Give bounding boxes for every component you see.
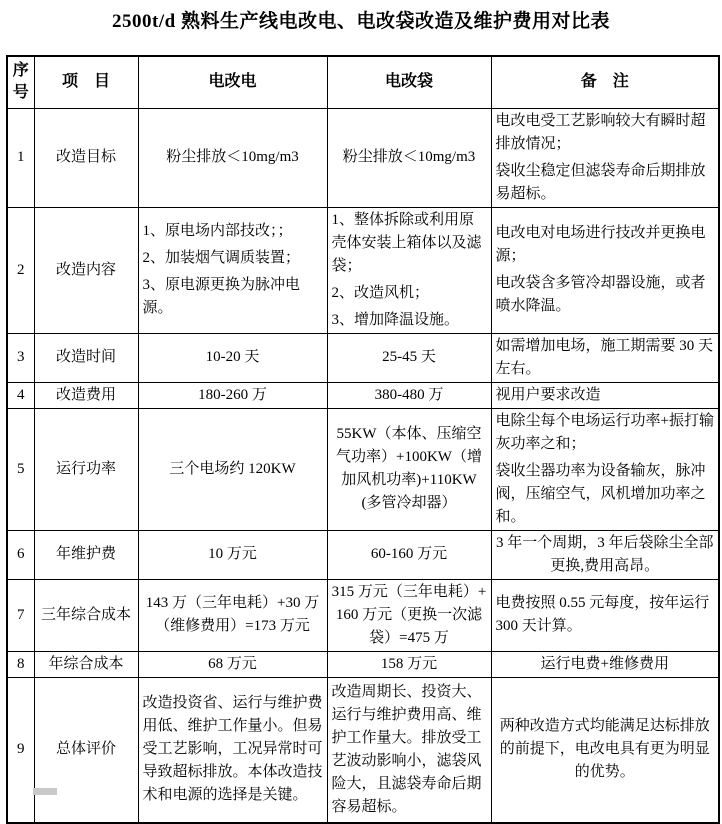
cell-electric-to-electric: [138, 677, 327, 823]
paragraph: 改造投资省、运行与维护费用低、维护工作量小。但易受工艺影响，工况异常时可导致超标排放。本体改造技术和电源的选择是关键。: [142, 695, 323, 804]
cell-row-number: 3: [7, 333, 34, 382]
paragraph: 380-480 万: [374, 386, 444, 403]
comparison-table: [6, 55, 720, 824]
cell-remark: [491, 579, 719, 651]
paragraph: 10-20 天: [205, 349, 260, 365]
paragraph: 180-260 万: [198, 386, 267, 403]
col-header-no: 序号: [7, 56, 34, 108]
paragraph: 25-45 天: [382, 349, 436, 365]
cell-row-number: 1: [7, 108, 34, 207]
paragraph: 2、改造风机；: [331, 284, 430, 301]
col-header-e2b: 电改袋: [327, 56, 491, 108]
cell-row-number: 6: [7, 530, 34, 579]
paragraph: 68 万元: [208, 655, 257, 672]
cell-electric-to-electric: [138, 207, 327, 333]
cell-row-number: 5: [7, 408, 34, 530]
paragraph: 2、加装烟气调质装置；: [142, 250, 301, 266]
cell-item: 年综合成本: [34, 651, 138, 677]
paragraph: 袋收尘稳定但滤袋寿命后期排放易超标。: [495, 162, 706, 202]
cell-remark: [491, 207, 719, 333]
paragraph: 视用户要求改造: [495, 386, 601, 403]
paragraph: 两种改造方式均能满足达标排放的前提下，电改电具有更为明显的优势。: [499, 718, 710, 781]
table-row: [7, 651, 719, 677]
bottom-left-gray-artifact: [33, 788, 57, 795]
cell-item: 改造目标: [34, 108, 138, 207]
paragraph: 1、整体拆除或利用原壳体安装上箱体以及滤袋；: [331, 211, 482, 274]
cell-electric-to-electric: [138, 333, 327, 382]
cell-electric-to-electric: [138, 579, 327, 651]
cell-electric-to-bag: [327, 408, 491, 530]
paragraph: 158 万元: [380, 655, 438, 672]
cell-electric-to-bag: [327, 382, 491, 408]
paragraph: 三个电场约 120KW: [169, 460, 296, 477]
cell-remark: [491, 333, 719, 382]
cell-row-number: 9: [7, 677, 34, 823]
paragraph: 315 万元（三年电耗）+160 万元（更换一次滤袋）=475 万: [331, 583, 487, 646]
paragraph: 运行电费+维修费用: [540, 655, 669, 672]
cell-remark: [491, 677, 719, 823]
paragraph: 电费按照 0.55 元每度，按年运行 300 天计算。: [495, 595, 710, 634]
paragraph: 电除尘每个电场运行功率+振打输灰功率之和；: [495, 412, 714, 452]
cell-row-number: 2: [7, 207, 34, 333]
paragraph: 改造周期长、投资大、运行与维护费用高、维护工作量大。排放受工艺波动影响小，滤袋风险大，且滤袋寿命后期容易超标。: [331, 683, 482, 815]
cell-item: 改造费用: [34, 382, 138, 408]
paragraph: 电改袋含多管冷却器设施，或者喷水降温。: [495, 275, 706, 314]
cell-row-number: 7: [7, 579, 34, 651]
paragraph: 60-160 万元: [370, 546, 448, 562]
paragraph: 1、原电场内部技改；；: [142, 223, 293, 239]
paragraph: 电改电对电场进行技改并更换电源；: [495, 225, 706, 264]
cell-electric-to-bag: [327, 651, 491, 677]
table-row: [7, 207, 719, 333]
cell-electric-to-bag: [327, 677, 491, 823]
paragraph: 粉尘排放＜10mg/m3: [342, 149, 476, 165]
paragraph: 3 年一个周期，3 年后袋除尘全部更换,费用高昂。: [495, 534, 714, 574]
paragraph: 3、原电源更换为脉冲电源。: [142, 277, 301, 316]
table-row: [7, 382, 719, 408]
cell-electric-to-bag: [327, 333, 491, 382]
table-row: [7, 579, 719, 651]
cell-item: 三年综合成本: [34, 579, 138, 651]
paragraph: 55KW（本体、压缩空气功率）+100KW（增加风机功率)+110KW(多管冷却器）: [336, 426, 482, 511]
cell-electric-to-electric: [138, 108, 327, 207]
col-header-remark: 备 注: [491, 56, 719, 108]
cell-remark: [491, 408, 719, 530]
cell-remark: [491, 651, 719, 677]
table-header-row: [7, 56, 719, 108]
cell-item: 改造内容: [34, 207, 138, 333]
cell-item: 运行功率: [34, 408, 138, 530]
cell-electric-to-electric: [138, 382, 327, 408]
col-header-e2e: 电改电: [138, 56, 327, 108]
page-title: 2500t/d 熟料生产线电改电、电改袋改造及维护费用对比表: [112, 11, 610, 32]
cell-electric-to-bag: [327, 108, 491, 207]
cell-row-number: 8: [7, 651, 34, 677]
paragraph: 袋收尘器功率为设备输灰，脉冲阀，压缩空气，风机增加功率之和。: [495, 462, 706, 525]
cell-electric-to-bag: [327, 579, 491, 651]
cell-item: 改造时间: [34, 333, 138, 382]
cell-electric-to-electric: [138, 408, 327, 530]
cell-row-number: 4: [7, 382, 34, 408]
cell-electric-to-electric: [138, 651, 327, 677]
cell-electric-to-bag: [327, 530, 491, 579]
paragraph: 143 万（三年电耗）+30 万（维修费用）=173 万元: [145, 595, 320, 634]
paragraph: 10 万元: [208, 546, 257, 562]
cell-electric-to-electric: [138, 530, 327, 579]
table-row: [7, 677, 719, 823]
table-row: [7, 108, 719, 207]
table-row: [7, 530, 719, 579]
paragraph: 如需增加电场，施工期需要 30 天左右。: [495, 337, 714, 377]
cell-remark: [491, 382, 719, 408]
paragraph: 电改电受工艺影响较大有瞬时超排放情况；: [495, 112, 706, 152]
table-row: [7, 408, 719, 530]
cell-remark: [491, 530, 719, 579]
paragraph: 粉尘排放＜10mg/m3: [166, 149, 299, 165]
col-header-item: 项 目: [34, 56, 138, 108]
cell-electric-to-bag: [327, 207, 491, 333]
cell-item: 年维护费: [34, 530, 138, 579]
paragraph: 3、增加降温设施。: [331, 311, 460, 328]
table-row: [7, 333, 719, 382]
cell-item: 总体评价: [34, 677, 138, 823]
cell-remark: [491, 108, 719, 207]
